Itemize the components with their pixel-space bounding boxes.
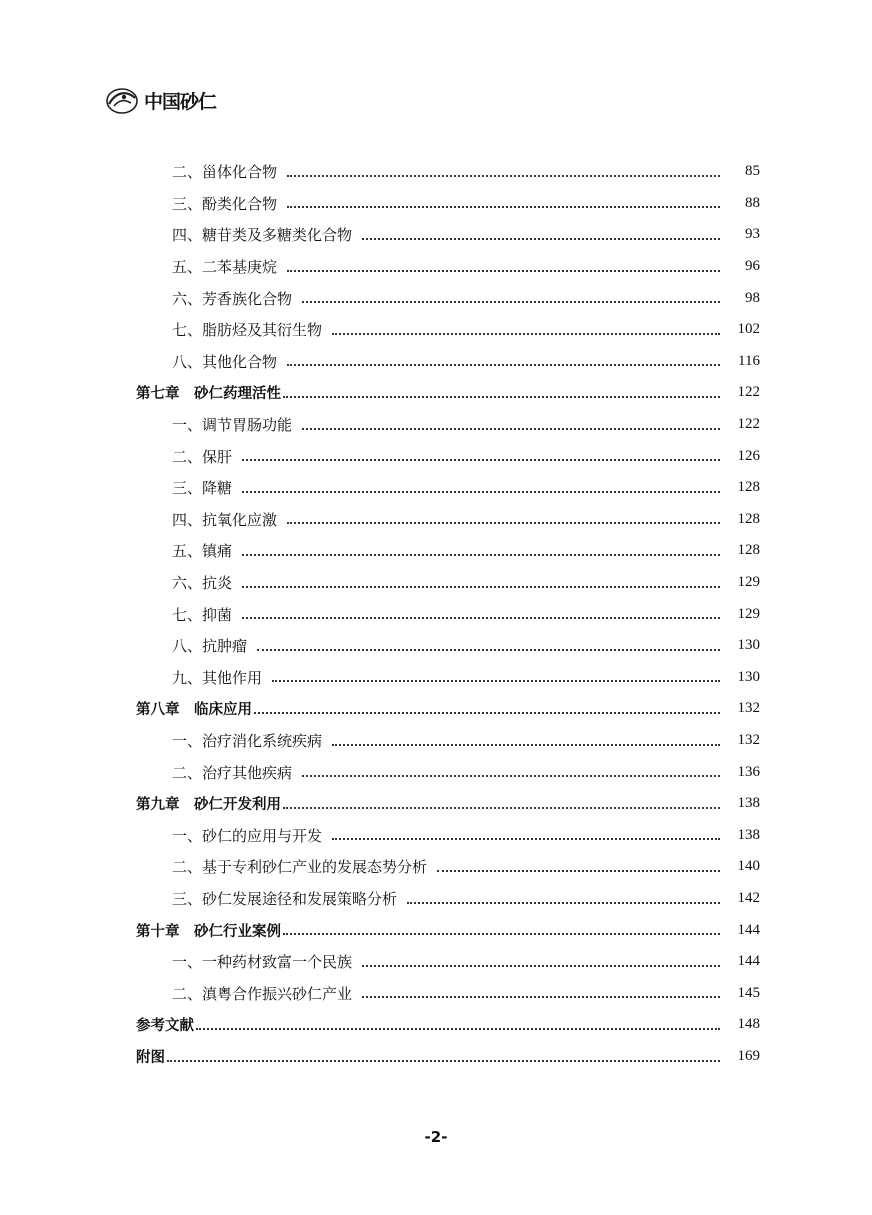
toc-entry-page: 132 bbox=[737, 732, 760, 749]
dot-leader bbox=[254, 712, 720, 714]
toc-chapter-row bbox=[0, 377, 872, 409]
toc-entry-title: 七、抑菌 bbox=[172, 605, 233, 624]
dot-leader bbox=[272, 680, 720, 682]
dot-leader bbox=[242, 586, 720, 588]
toc-entry-page: 138 bbox=[737, 826, 760, 843]
toc-entry-title: 九、其他作用 bbox=[172, 668, 263, 687]
dot-leader bbox=[362, 238, 720, 240]
toc-entry-page: 169 bbox=[737, 1048, 760, 1065]
toc-entry-page: 122 bbox=[737, 384, 760, 401]
toc-entry-page: 128 bbox=[737, 479, 760, 496]
toc-section-row bbox=[0, 409, 872, 441]
dot-leader bbox=[302, 301, 720, 303]
toc-entry-title: 附图 bbox=[136, 1050, 165, 1067]
toc-section-row bbox=[0, 504, 872, 536]
dot-leader bbox=[287, 206, 720, 208]
toc-section-row bbox=[0, 820, 872, 852]
dot-leader bbox=[283, 807, 720, 809]
toc-entry-title: 五、镇痛 bbox=[172, 542, 233, 561]
dot-leader bbox=[287, 175, 720, 177]
toc-section-row bbox=[0, 630, 872, 662]
dot-leader bbox=[196, 1028, 720, 1030]
toc-section-row bbox=[0, 756, 872, 788]
toc-entry-page: 132 bbox=[737, 700, 760, 717]
toc-section-row bbox=[0, 946, 872, 978]
toc-section-row bbox=[0, 978, 872, 1010]
toc-entry-title: 第七章 砂仁药理活性 bbox=[136, 386, 281, 403]
dot-leader bbox=[242, 554, 720, 556]
toc-entry-page: 145 bbox=[737, 984, 760, 1001]
dot-leader bbox=[287, 270, 720, 272]
toc-entry-page: 140 bbox=[737, 858, 760, 875]
dot-leader bbox=[287, 522, 720, 524]
dot-leader bbox=[283, 396, 720, 398]
toc-section-row bbox=[0, 472, 872, 504]
toc-entry-title: 三、酚类化合物 bbox=[172, 194, 278, 213]
toc-entry-page: 142 bbox=[737, 890, 760, 907]
toc-entry-page: 98 bbox=[745, 289, 760, 306]
dot-leader bbox=[332, 333, 720, 335]
dot-leader bbox=[257, 649, 720, 651]
toc-entry-title: 参考文献 bbox=[136, 1018, 194, 1035]
toc-entry-page: 96 bbox=[745, 258, 760, 275]
toc-chapter-row bbox=[0, 914, 872, 946]
toc-entry-page: 128 bbox=[737, 542, 760, 559]
toc-entry-title: 二、治疗其他疾病 bbox=[172, 763, 293, 782]
toc-section-row bbox=[0, 662, 872, 694]
dot-leader bbox=[332, 838, 720, 840]
dot-leader bbox=[242, 617, 720, 619]
toc-entry-title: 二、滇粤合作振兴砂仁产业 bbox=[172, 984, 353, 1003]
dot-leader bbox=[332, 744, 720, 746]
toc-entry-title: 第十章 砂仁行业案例 bbox=[136, 923, 281, 940]
dot-leader bbox=[242, 491, 720, 493]
toc-chapter-row bbox=[0, 788, 872, 820]
toc-entry-title: 四、抗氧化应激 bbox=[172, 510, 278, 529]
toc-entry-page: 136 bbox=[737, 763, 760, 780]
toc-chapter-row bbox=[0, 1009, 872, 1041]
toc-entry-title: 七、脂肪烃及其衍生物 bbox=[172, 321, 323, 340]
dot-leader bbox=[167, 1060, 720, 1062]
toc-entry-title: 一、一种药材致富一个民族 bbox=[172, 953, 353, 972]
toc-entry-page: 126 bbox=[737, 447, 760, 464]
toc-section-row bbox=[0, 346, 872, 378]
toc-section-row bbox=[0, 883, 872, 915]
dot-leader bbox=[362, 965, 720, 967]
toc-entry-page: 129 bbox=[737, 574, 760, 591]
toc-section-row bbox=[0, 725, 872, 757]
toc-entry-page: 102 bbox=[737, 321, 760, 338]
dot-leader bbox=[302, 428, 720, 430]
dot-leader bbox=[242, 459, 720, 461]
toc-chapter-row bbox=[0, 693, 872, 725]
toc-entry-page: 129 bbox=[737, 605, 760, 622]
toc-entry-page: 130 bbox=[737, 637, 760, 654]
toc-entry-page: 116 bbox=[738, 352, 760, 369]
toc-section-row bbox=[0, 219, 872, 251]
toc-entry-page: 122 bbox=[737, 416, 760, 433]
toc-chapter-row bbox=[0, 1041, 872, 1073]
toc-entry-title: 二、甾体化合物 bbox=[172, 163, 278, 182]
toc-entry-page: 148 bbox=[737, 1016, 760, 1033]
brand-emblem-icon bbox=[104, 82, 140, 118]
toc-section-row bbox=[0, 598, 872, 630]
toc-entry-title: 一、治疗消化系统疾病 bbox=[172, 732, 323, 751]
toc-entry-page: 130 bbox=[737, 668, 760, 685]
toc-entry-title: 二、保肝 bbox=[172, 447, 233, 466]
dot-leader bbox=[283, 933, 720, 935]
toc-section-row bbox=[0, 282, 872, 314]
toc-section-row bbox=[0, 440, 872, 472]
toc-entry-page: 93 bbox=[745, 226, 760, 243]
toc-entry-page: 85 bbox=[745, 163, 760, 180]
dot-leader bbox=[437, 870, 720, 872]
toc-section-row bbox=[0, 188, 872, 220]
toc-entry-title: 第九章 砂仁开发利用 bbox=[136, 797, 281, 814]
toc-entry-title: 四、糖苷类及多糖类化合物 bbox=[172, 226, 353, 245]
toc-entry-title: 第八章 临床应用 bbox=[136, 702, 252, 719]
toc-section-row bbox=[0, 851, 872, 883]
toc-entry-title: 三、砂仁发展途径和发展策略分析 bbox=[172, 890, 398, 909]
header-logo bbox=[104, 80, 216, 120]
page-number: -2- bbox=[424, 1128, 448, 1146]
toc-entry-title: 八、其他化合物 bbox=[172, 352, 278, 371]
toc-entry-page: 144 bbox=[737, 921, 760, 938]
toc-entry-title: 五、二苯基庚烷 bbox=[172, 258, 278, 277]
dot-leader bbox=[302, 775, 720, 777]
logo-text: 中国砂仁 bbox=[144, 90, 217, 113]
toc-section-row bbox=[0, 156, 872, 188]
toc-entry-title: 一、砂仁的应用与开发 bbox=[172, 826, 323, 845]
toc-section-row bbox=[0, 535, 872, 567]
toc-entry-title: 六、芳香族化合物 bbox=[172, 289, 293, 308]
toc-entry-page: 144 bbox=[737, 953, 760, 970]
dot-leader bbox=[287, 364, 720, 366]
toc-entry-title: 六、抗炎 bbox=[172, 574, 233, 593]
toc-section-row bbox=[0, 251, 872, 283]
toc-entry-title: 二、基于专利砂仁产业的发展态势分析 bbox=[172, 858, 428, 877]
toc-entry-title: 八、抗肿瘤 bbox=[172, 637, 248, 656]
dot-leader bbox=[407, 902, 720, 904]
dot-leader bbox=[362, 996, 720, 998]
toc-entry-page: 138 bbox=[737, 795, 760, 812]
toc-entry-page: 128 bbox=[737, 510, 760, 527]
toc-entry-title: 一、调节胃肠功能 bbox=[172, 416, 293, 435]
toc-section-row bbox=[0, 567, 872, 599]
toc-entry-page: 88 bbox=[745, 194, 760, 211]
toc-entry-title: 三、降糖 bbox=[172, 479, 233, 498]
toc-section-row bbox=[0, 314, 872, 346]
